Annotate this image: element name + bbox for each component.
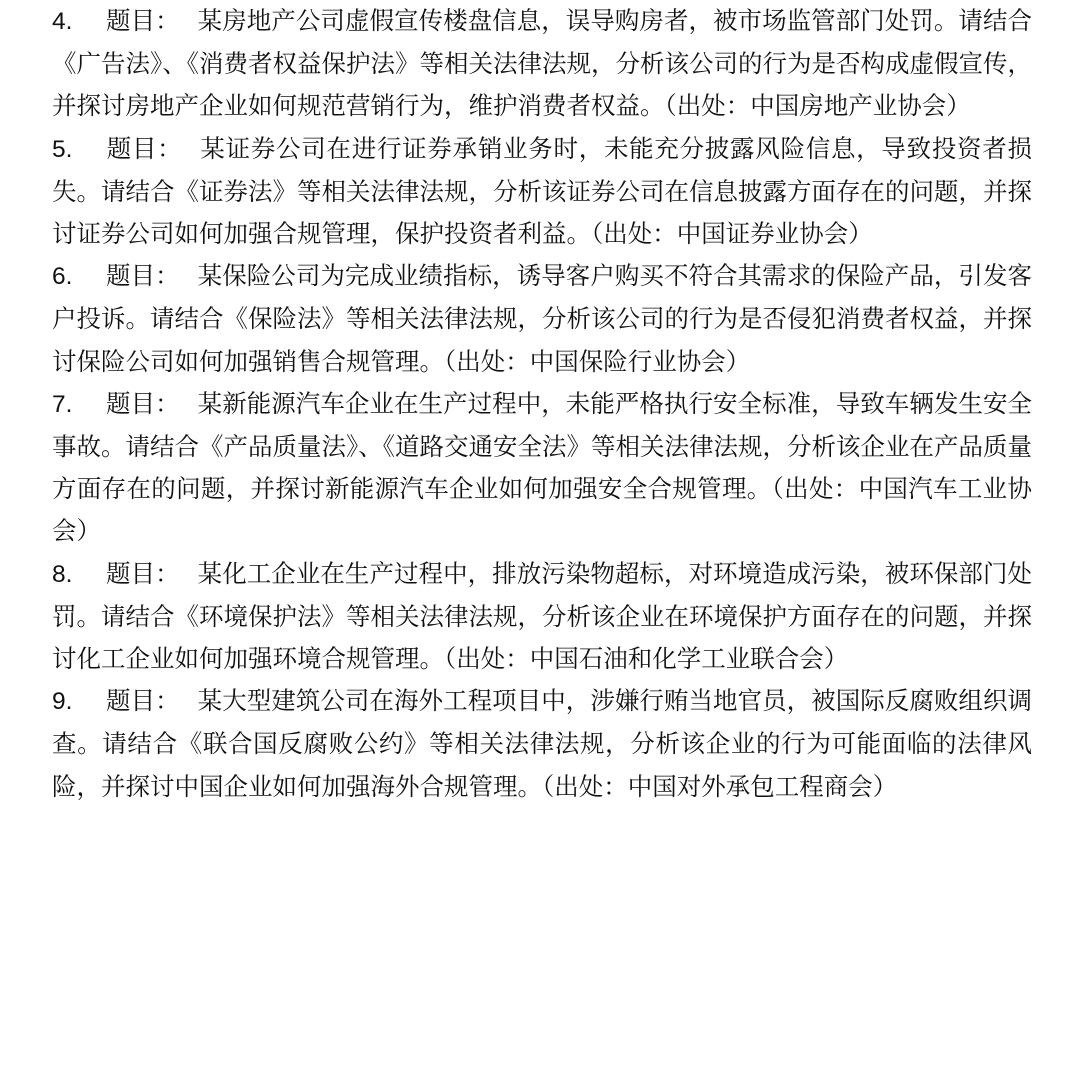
question-label: 题目： <box>106 558 180 588</box>
question-label: 题目： <box>106 261 180 291</box>
question-number: 8. <box>52 560 73 588</box>
question-number: 7. <box>52 390 73 418</box>
question-text: 某证券公司在进行证券承销业务时，未能充分披露风险信息，导致投资者损失。请结合《证券法》等相关法律法规，分析该证券公司在信息披露方面存在的问题，并探讨证券公司如何加强合规管理，保护投资者利益。（出处：中国证券业协会） <box>52 133 1032 249</box>
question-item-8 <box>52 553 1032 681</box>
question-text: 某房地产公司虚假宣传楼盘信息，误导购房者，被市场监管部门处罚。请结合《广告法》、《消费者权益保护法》等相关法律法规，分析该公司的行为是否构成虚假宣传，并探讨房地产企业如何规范营销行为，维护消费者权益。（出处：中国房地产业协会） <box>52 6 1033 121</box>
question-item-9 <box>52 680 1032 808</box>
question-number: 5. <box>52 135 73 163</box>
question-label: 题目： <box>106 133 183 163</box>
question-text: 某保险公司为完成业绩指标，诱导客户购买不符合其需求的保险产品，引发客户投诉。请结合《保险法》等相关法律法规，分析该公司的行为是否侵犯消费者权益，并探讨保险公司如何加强销售合规管理。（出处：中国保险行业协会） <box>52 261 1033 376</box>
question-number: 6. <box>52 263 73 291</box>
question-label: 题目： <box>106 388 180 418</box>
question-item-6 <box>52 255 1032 383</box>
question-item-7 <box>52 383 1032 553</box>
question-text: 某大型建筑公司在海外工程项目中，涉嫌行贿当地官员，被国际反腐败组织调查。请结合《联合国反腐败公约》等相关法律法规，分析该企业的行为可能面临的法律风险，并探讨中国企业如何加强海外合规管理。（出处：中国对外承包工程商会） <box>52 686 1033 801</box>
question-text: 某化工企业在生产过程中，排放污染物超标，对环境造成污染，被环保部门处罚。请结合《环境保护法》等相关法律法规，分析该企业在环境保护方面存在的问题，并探讨化工企业如何加强环境合规管理。（出处：中国石油和化学工业联合会） <box>52 558 1033 674</box>
question-item-4 <box>52 0 1032 128</box>
question-number: 9. <box>52 688 73 716</box>
question-item-5 <box>52 128 1032 256</box>
question-number: 4. <box>52 8 73 35</box>
question-label: 题目： <box>106 6 180 35</box>
question-text: 某新能源汽车企业在生产过程中，未能严格执行安全标准，导致车辆发生安全事故。请结合《产品质量法》、《道路交通安全法》等相关法律法规，分析该企业在产品质量方面存在的问题，并探讨新能源汽车企业如何加强安全合规管理。（出处：中国汽车工业协会） <box>52 388 1033 546</box>
document-body <box>52 0 1032 808</box>
question-label: 题目： <box>106 686 180 716</box>
